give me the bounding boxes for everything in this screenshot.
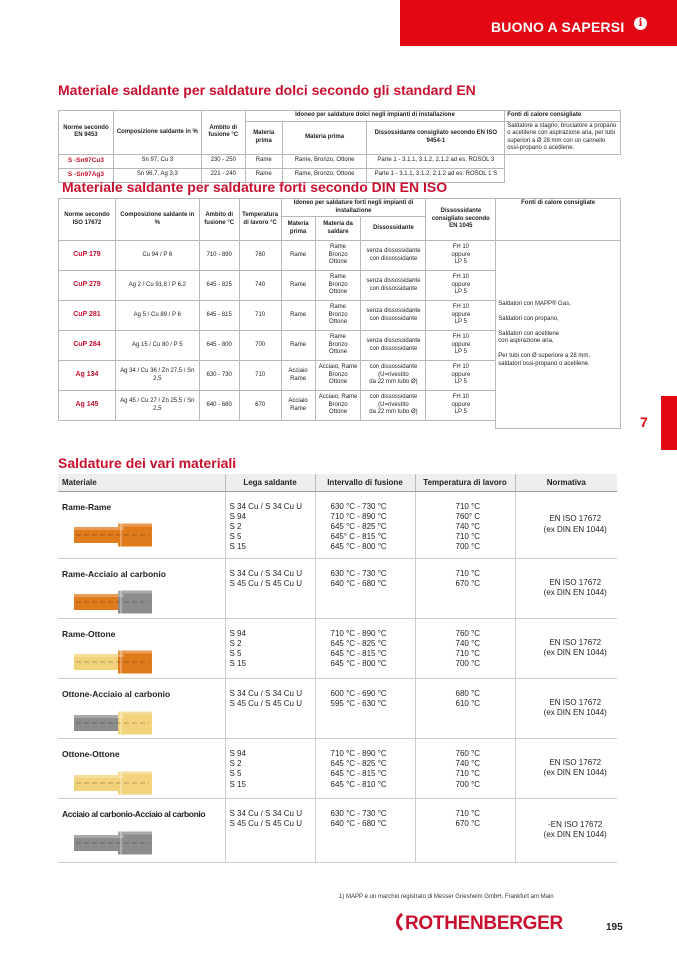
heat-text: Saldatore a stagno, bruciatore a propano o acetilene con aspirazione aria, per tubi superiori a Ø 28 mm con un cannello ossi-propano o acetilene. <box>505 121 621 154</box>
material-name: Rame-Ottone <box>62 628 116 639</box>
th2-norm: Norme secondo ISO 17672 <box>59 199 116 241</box>
composition: Ag 2 / Cu 91,8 / P 6,2 <box>115 271 199 301</box>
work-temp: 710 <box>239 361 281 391</box>
table-row <box>58 618 617 678</box>
table-row <box>59 241 621 271</box>
composition: Cu 94 / P 6 <box>115 241 199 271</box>
material-prima: Acciaio Rame <box>281 361 315 391</box>
alloy-list: S 94 S 2 S 5 S 15 <box>225 618 315 678</box>
composition: Ag 34 / Cu 36 / Zn 27,5 / Sn 2,5 <box>115 361 199 391</box>
solder-code: CuP 279 <box>59 271 116 301</box>
header-bar <box>400 0 677 46</box>
pipe-joint-icon <box>74 771 152 795</box>
material-cell <box>58 738 225 798</box>
temp-list: 760 °C 740 °C 710 °C 700 °C <box>415 738 515 798</box>
table-row <box>58 558 617 618</box>
flux: con dissossidante (U=rivestito da 22 mm tubo Ø) <box>361 391 426 421</box>
material-name: Rame-Rame <box>62 501 112 512</box>
hard-solder-table <box>58 198 621 429</box>
table-row <box>58 491 617 558</box>
pipe-joint-icon <box>74 650 152 674</box>
flux: con dissossidante (U=rivestito da 22 mm tubo Ø) <box>361 361 426 391</box>
flux: Parte 1 - 3.1.1, 3.1.2, 2.1.2 ad es. ROSOL 1 S <box>367 168 505 182</box>
range-list: 710 °C - 890 °C 645 °C - 825 °C 645 °C - 815 °C 645 °C - 810 °C <box>315 738 415 798</box>
norm: EN ISO 17672 (ex DIN EN 1044) <box>515 738 617 798</box>
temp-list: 710 °C 760° C 740 °C 710 °C 700 °C <box>415 491 515 558</box>
material-cell <box>58 558 225 618</box>
material-weld: Rame Bronzo Ottone <box>315 331 361 361</box>
norm: EN ISO 17672 (ex DIN EN 1044) <box>515 678 617 738</box>
table-row <box>58 738 617 798</box>
material-name: Rame-Acciaio al carbonio <box>62 568 166 579</box>
solder-code: CuP 281 <box>59 301 116 331</box>
flux-recommended: FH 10 oppure LP 5 <box>426 271 496 301</box>
flux: senza dissossidante con dissossidante <box>361 301 426 331</box>
material-name: Ottone-Ottone <box>62 748 120 759</box>
material-name: Acciaio al carbonio-Acciaio al carbonio <box>62 808 206 819</box>
chapter-number: 7 <box>640 414 648 430</box>
th-materials: Materia prima <box>282 121 367 154</box>
section2-title: Materiale saldante per saldature forti secondo DIN EN ISO <box>62 179 448 195</box>
material-weld: Acciaio, Rame Bronzo Ottone <box>315 391 361 421</box>
section3-title: Saldature dei vari materiali <box>58 455 237 471</box>
th2-temp: Temperatura di lavoro °C <box>239 199 281 241</box>
material-weld: Rame Bronzo Ottone <box>315 301 361 331</box>
flux-recommended: FH 10 oppure LP 5 <box>426 331 496 361</box>
materials-table <box>58 474 617 863</box>
melt-range: 640 - 680 <box>199 391 239 421</box>
material-prima: Rame <box>281 271 315 301</box>
solder-code: CuP 179 <box>59 241 116 271</box>
alloy-list: S 34 Cu / S 34 Cu U S 45 Cu / S 45 Cu U <box>225 798 315 862</box>
th-norm: Norme secondo EN 9453 <box>59 111 114 155</box>
melt-range: 221 - 240 <box>201 168 245 182</box>
range-list: 630 °C - 730 °C 640 °C - 680 °C <box>315 798 415 862</box>
flux-recommended: FH 10 oppure LP 5 <box>426 391 496 421</box>
material-prima: Rame <box>281 331 315 361</box>
th3-range: Intervallo di fusione <box>315 474 415 491</box>
heat-sources: Saldatori con MAPP® Gas, Saldatori con propano, Saldatori con acetilene con aspirazione aria, Per tubi con Ø superiore a 28 mm, saldatori ossi-propano o acetilene. <box>496 241 621 429</box>
pipe-joint-icon <box>74 711 152 735</box>
solder-code: Ag 145 <box>59 391 116 421</box>
melt-range: 645 - 800 <box>199 331 239 361</box>
pipe-joint-icon <box>74 831 152 855</box>
brand-logo <box>391 912 563 935</box>
material-weld: Acciaio, Rame Bronzo Ottone <box>315 361 361 391</box>
header-title: BUONO A SAPERSI <box>491 19 625 35</box>
material-name: Ottone-Acciaio al carbonio <box>62 688 171 699</box>
alloy-list: S 34 Cu / S 34 Cu U S 45 Cu / S 45 Cu U <box>225 678 315 738</box>
flux: Parte 1 - 3.1.1, 3.1.2, 2.1.2 ad es. ROSOL 3 <box>367 154 505 168</box>
material-cell <box>58 798 225 862</box>
th3-material: Materiale <box>58 474 225 491</box>
range-list: 600 °C - 690 °C 595 °C - 630 °C <box>315 678 415 738</box>
norm: -EN ISO 17672 (ex DIN EN 1044) <box>515 798 617 862</box>
flux-recommended: FH 10 oppure LP 5 <box>426 301 496 331</box>
composition: Sn 96,7, Ag 3,3 <box>113 168 201 182</box>
material-weld: Rame Bronzo Ottone <box>315 271 361 301</box>
material-cell <box>58 618 225 678</box>
th-flux: Dissossidante consigliato secondo EN ISO 9454-1 <box>367 121 505 154</box>
th-suitable: Idoneo per saldature dolci negli impianti di installazione <box>245 111 504 122</box>
brand-name: ROTHENBERGER <box>405 913 563 934</box>
th-range: Ambito di fusione °C <box>201 111 245 155</box>
material-prima: Rame <box>281 301 315 331</box>
material-prima: Rame <box>245 154 282 168</box>
material-prima: Rame <box>281 241 315 271</box>
norm: EN ISO 17672 (ex DIN EN 1044) <box>515 491 617 558</box>
th3-norm: Normativa <box>515 474 617 491</box>
th-comp: Composizione saldante in % <box>113 111 201 155</box>
temp-list: 710 °C 670 °C <box>415 558 515 618</box>
th2-suitable: Idoneo per saldature forti negli impianti di installazione <box>281 199 426 217</box>
pipe-joint-icon <box>74 523 152 547</box>
th2-prima: Materia prima <box>281 217 315 241</box>
composition: Sn 97, Cu 3 <box>113 154 201 168</box>
flux: senza dissossidante con dissossidante <box>361 241 426 271</box>
melt-range: 630 - 730 <box>199 361 239 391</box>
material-cell <box>58 491 225 558</box>
flux: senza dissossidante con dissossidante <box>361 331 426 361</box>
melt-range: 645 - 815 <box>199 301 239 331</box>
chapter-tab <box>661 396 677 450</box>
range-list: 630 °C - 730 °C 710 °C - 890 °C 645 °C - 825 °C 645° C - 815 °C 645 °C - 800 °C <box>315 491 415 558</box>
material-weld: Rame Bronzo Ottone <box>315 241 361 271</box>
materials: Rame, Bronzo, Ottone <box>282 154 367 168</box>
th-material-prima: Materia prima <box>245 121 282 154</box>
solder-code: CuP 284 <box>59 331 116 361</box>
norm: EN ISO 17672 (ex DIN EN 1044) <box>515 618 617 678</box>
table-row <box>59 154 621 168</box>
alloy-list: S 34 Cu / S 34 Cu U S 94 S 2 S 5 S 15 <box>225 491 315 558</box>
table-row <box>58 798 617 862</box>
flux-recommended: FH 10 oppure LP 5 <box>426 241 496 271</box>
table-row <box>58 678 617 738</box>
th2-heat: Fonti di calore consigliate <box>496 199 621 241</box>
composition: Ag 15 / Cu 80 / P 5 <box>115 331 199 361</box>
footnote: 1) MAPP è un marchio registrato di Messer Griesheim GmbH, Frankfurt am Main <box>339 894 554 900</box>
material-cell <box>58 678 225 738</box>
alloy-list: S 94 S 2 S 5 S 15 <box>225 738 315 798</box>
temp-list: 710 °C 670 °C <box>415 798 515 862</box>
soft-solder-table <box>58 110 621 183</box>
work-temp: 710 <box>239 301 281 331</box>
section1-title: Materiale saldante per saldature dolci secondo gli standard EN <box>58 82 476 98</box>
materials: Rame, Bronzo, Ottone <box>282 168 367 182</box>
norm: EN ISO 17672 (ex DIN EN 1044) <box>515 558 617 618</box>
range-list: 710 °C - 890 °C 645 °C - 825 °C 645 °C - 815 °C 645 °C - 800 °C <box>315 618 415 678</box>
melt-range: 645 - 825 <box>199 271 239 301</box>
th2-flux-rec: Dissossidante consigliato secondo EN 1045 <box>426 199 496 241</box>
flux: senza dissossidante con dissossidante <box>361 271 426 301</box>
solder-code: S -Sn97Cu3 <box>59 154 114 168</box>
work-temp: 740 <box>239 271 281 301</box>
page-number: 195 <box>606 922 623 933</box>
info-icon: i <box>634 17 647 30</box>
th3-alloy: Lega saldante <box>225 474 315 491</box>
solder-code: Ag 134 <box>59 361 116 391</box>
range-list: 630 °C - 730 °C 640 °C - 680 °C <box>315 558 415 618</box>
composition: Ag 5 / Cu 89 / P 6 <box>115 301 199 331</box>
flux-recommended: FH 10 oppure LP 5 <box>426 361 496 391</box>
pipe-joint-icon <box>74 590 152 614</box>
work-temp: 700 <box>239 331 281 361</box>
melt-range: 710 - 890 <box>199 241 239 271</box>
th-heat: Fonti di calore consigliate <box>505 111 621 122</box>
th2-range: Ambito di fusione °C <box>199 199 239 241</box>
temp-list: 760 °C 740 °C 710 °C 700 °C <box>415 618 515 678</box>
material-prima: Acciaio Rame <box>281 391 315 421</box>
temp-list: 680 °C 610 °C <box>415 678 515 738</box>
work-temp: 670 <box>239 391 281 421</box>
th3-temp: Temperatura di lavoro <box>415 474 515 491</box>
th2-comp: Composizione saldante in % <box>115 199 199 241</box>
solder-code: S -Sn97Ag3 <box>59 168 114 182</box>
th2-flux: Dissossidante <box>361 217 426 241</box>
alloy-list: S 34 Cu / S 34 Cu U S 45 Cu / S 45 Cu U <box>225 558 315 618</box>
material-prima: Rame <box>245 168 282 182</box>
th2-weld: Materia da saldare <box>315 217 361 241</box>
melt-range: 230 - 250 <box>201 154 245 168</box>
composition: Ag 45 / Cu 27 / Zn 25,5 / Sn 2,5 <box>115 391 199 421</box>
work-temp: 760 <box>239 241 281 271</box>
brand-arc-icon <box>391 912 405 932</box>
